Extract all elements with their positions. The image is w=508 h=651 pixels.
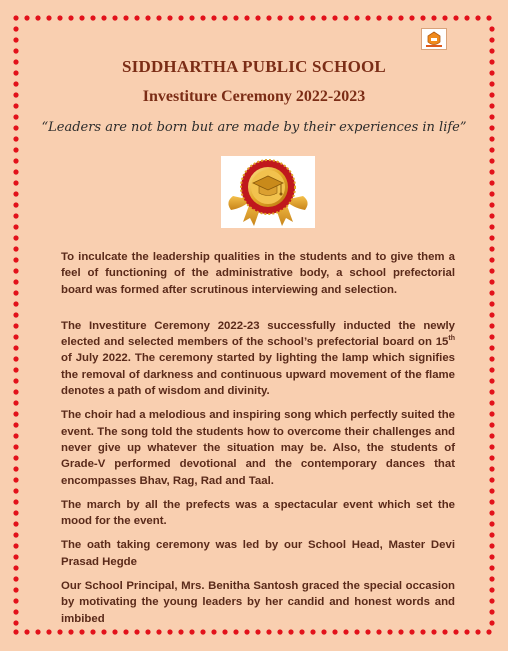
paragraph-choir: The choir had a melodious and inspiring song which perfectly suited the event. The song told the students how to overcome their challenges and never give up whatever the situation may be. Also, the students of Grade-V performed devotional and the contemporary dances that encompasses Bhav, Rag, Rad and Taal.	[61, 409, 455, 487]
paragraph-oath: The oath taking ceremony was led by our School Head, Master Devi Prasad Hegde	[61, 539, 455, 568]
paragraph-principal: Our School Principal, Mrs. Benitha Santosh graced the special occasion by motivating the young leaders by her candid and honest words and imbibed	[61, 580, 455, 625]
paragraph-march: The march by all the prefects was a spectacular event which set the mood for the event.	[61, 498, 455, 528]
graduation-cap-medal-icon	[221, 156, 315, 228]
school-name: SIDDHARTHA PUBLIC SCHOOL	[122, 57, 386, 76]
event-title: Investiture Ceremony 2022-2023	[142, 88, 366, 105]
paragraph-ceremony: The Investiture Ceremony 2022-23 successfully inducted the newly elected and selected members of the school’s prefectorial board on 15th of July 2022. The ceremony started by lighting the lamp which signifies the removal of darkness and continuous upward movement of the flame denotes a path of wisdom and divinity.	[61, 319, 455, 398]
paragraph-intro: To inculcate the leadership qualities in the students and to give them a feel of functioning of the administrative body, a school prefectorial board was formed after scrutinous interviewing and selection.	[61, 251, 455, 296]
school-crest-icon	[421, 28, 447, 50]
article-body	[61, 249, 455, 635]
quote: “Leaders are not born but are made by their experiences in life”	[41, 120, 467, 135]
